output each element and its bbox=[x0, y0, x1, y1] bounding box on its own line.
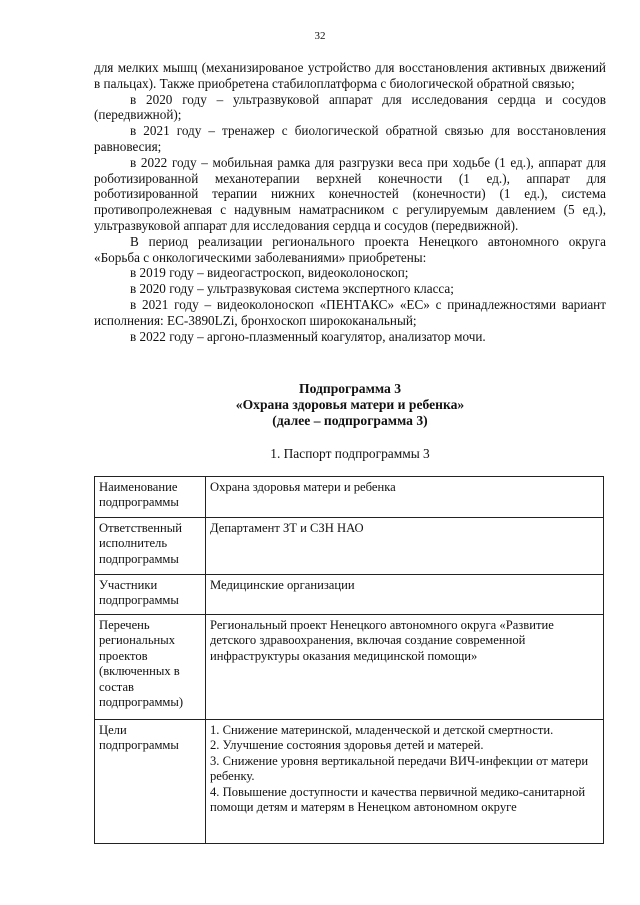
heading-line: Подпрограмма 3 bbox=[299, 381, 401, 396]
paragraph: в 2020 году – ультразвуковой аппарат для исследования сердца и сосудов (передвижной); bbox=[94, 91, 606, 123]
passport-title: 1. Паспорт подпрограммы 3 bbox=[270, 446, 430, 461]
table-row bbox=[95, 720, 604, 844]
goal-item: 2. Улучшение состояния здоровья детей и матерей. bbox=[210, 738, 484, 753]
goal-item: 1. Снижение материнской, младенческой и детской смертности. bbox=[210, 723, 554, 737]
row-value bbox=[206, 720, 604, 844]
body-text bbox=[94, 60, 606, 344]
table-row bbox=[95, 477, 604, 518]
subprogram-heading bbox=[94, 381, 606, 429]
paragraph: в 2020 году – ультразвуковая система экспертного класса; bbox=[130, 281, 454, 297]
row-label: Наименование подпрограммы bbox=[95, 477, 206, 518]
table-row bbox=[95, 615, 604, 720]
paragraph: для мелких мышц (механизированое устройство для восстановления активных движений в пальцах). Также приобретена стабилоплатформа с биологической обратной связью; bbox=[94, 60, 606, 91]
paragraph: в 2022 году – аргоно-плазменный коагулятор, анализатор мочи. bbox=[130, 328, 486, 344]
row-value: Медицинские организации bbox=[206, 575, 604, 615]
paragraph: в 2019 году – видеогастроскоп, видеоколоноскоп; bbox=[130, 265, 409, 281]
passport-table bbox=[94, 476, 604, 844]
row-label: Ответственный исполнитель подпрограммы bbox=[95, 518, 206, 575]
paragraph: В период реализации регионального проекта Ненецкого автономного округа «Борьба с онкологическими заболеваниями» приобретены: bbox=[94, 233, 606, 265]
table-row bbox=[95, 575, 604, 615]
heading-line: «Охрана здоровья матери и ребенка» bbox=[235, 397, 465, 412]
row-label: Участники подпрограммы bbox=[95, 575, 206, 615]
paragraph: в 2021 году – видеоколоноскоп «ПЕНТАКС» «ЕС» с принадлежностями вариант исполнения: ЕС-3890LZi, бронхоскоп ширококанальный; bbox=[94, 296, 606, 328]
heading-line: (далее – подпрограмма 3) bbox=[272, 413, 428, 428]
row-label: Перечень региональных проектов (включенных в состав подпрограммы) bbox=[95, 615, 206, 720]
table-row bbox=[95, 518, 604, 575]
goal-item: 4. Повышение доступности и качества первичной медико-санитарной помощи детям и матерям в Ненецком автономном округе bbox=[210, 784, 586, 815]
row-value: Охрана здоровья матери и ребенка bbox=[206, 477, 604, 518]
row-label: Цели подпрограммы bbox=[95, 720, 206, 844]
paragraph: в 2022 году – мобильная рамка для разгрузки веса при ходьбе (1 ед.), аппарат для роботизированной механотерапии верхней конечности (1 ед.), аппарат для роботизированной терапии нижних конечностей (конечности) (1 ед.), система противопролежневая с надувным наматрасником с регулируемым давлением (5 ед.), ультразвуковой аппарат для исследования сердца и сосудов (передвижной). bbox=[94, 154, 606, 233]
row-value: Департамент ЗТ и СЗН НАО bbox=[206, 518, 604, 575]
page-number: 32 bbox=[314, 30, 326, 42]
paragraph: в 2021 году – тренажер с биологической обратной связью для восстановления равновесия; bbox=[94, 123, 606, 154]
goal-item: 3. Снижение уровня вертикальной передачи ВИЧ-инфекции от матери ребенку. bbox=[210, 753, 589, 784]
row-value: Региональный проект Ненецкого автономного округа «Развитие детского здравоохранения, включая создание современной инфраструктуры оказания медицинской помощи» bbox=[206, 615, 604, 720]
